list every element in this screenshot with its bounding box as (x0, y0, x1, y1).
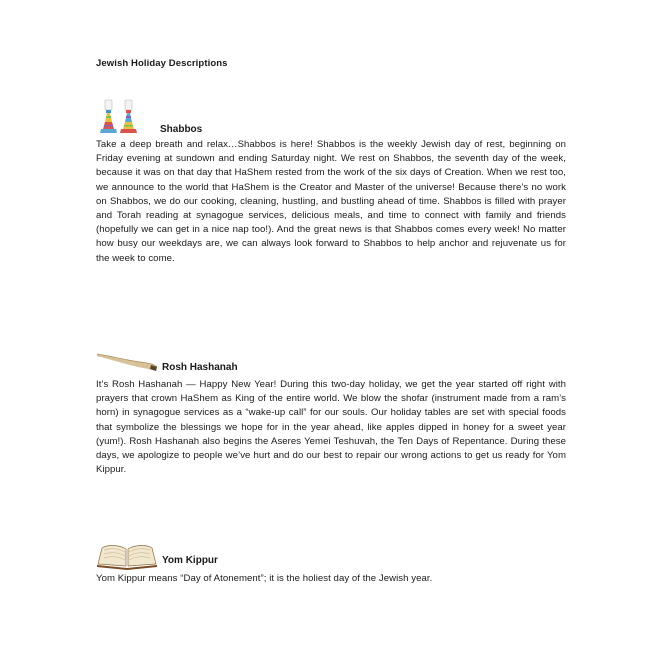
section-title: Shabbos (160, 124, 203, 135)
section-body: It’s Rosh Hashanah — Happy New Year! During this two-day holiday, we get the year started off right with prayers that crown HaShem as King of the entire world. We blow the shofar (instrument made from a ram’s horn) in synagogue services as a “wake-up call” for our souls. Our holiday tables are set with special foods that symbolize the blessings we hope for in the year ahead, like apples dipped in honey for a sweet year (yum!). Rosh Hashanah also begins the Aseres Yemei Teshuvah, the Ten Days of Repentance. During these days, we apologize to people we’ve hurt and do our best to repair our wrong actions to get us ready for Yom Kippur. (96, 379, 566, 476)
section-body: Take a deep breath and relax…Shabbos is here! Shabbos is the weekly Jewish day of rest, beginning on Friday evening at sundown and ending Saturday night. We rest on Shabbos, the seventh day of the week, because it was on that day that HaShem rested from the work of the six days of Creation. When we rest too, we announce to the world that HaShem is the Creator and Master of the universe! Because there’s no work on Shabbos, we do our cooking, cleaning, hustling, and bustling ahead of time. Shabbos is filled with prayer and Torah reading at synagogue services, delicious meals, and time to connect with family and friends (hopefully we can get in a nice nap too!). And the great news is that Shabbos comes every week! No matter how busy our weekdays are, we can always look forward to Shabbos to help anchor and rejuvenate us for the week to come. (96, 139, 566, 264)
section-header (96, 540, 566, 572)
section-yom-kippur (96, 540, 566, 586)
shabbos-candlesticks-icon (98, 98, 142, 136)
shofar-icon (96, 350, 158, 372)
section-header (96, 98, 566, 138)
open-book-icon (96, 540, 158, 570)
section-title: Yom Kippur (162, 555, 218, 566)
section-rosh-hashanah (96, 348, 566, 477)
section-title: Rosh Hashanah (162, 362, 238, 373)
section-header (96, 348, 566, 378)
section-body: Yom Kippur means “Day of Atonement”; it is the holiest day of the Jewish year. (96, 573, 433, 584)
section-shabbos (96, 98, 566, 266)
document-title: Jewish Holiday Descriptions (96, 58, 228, 69)
